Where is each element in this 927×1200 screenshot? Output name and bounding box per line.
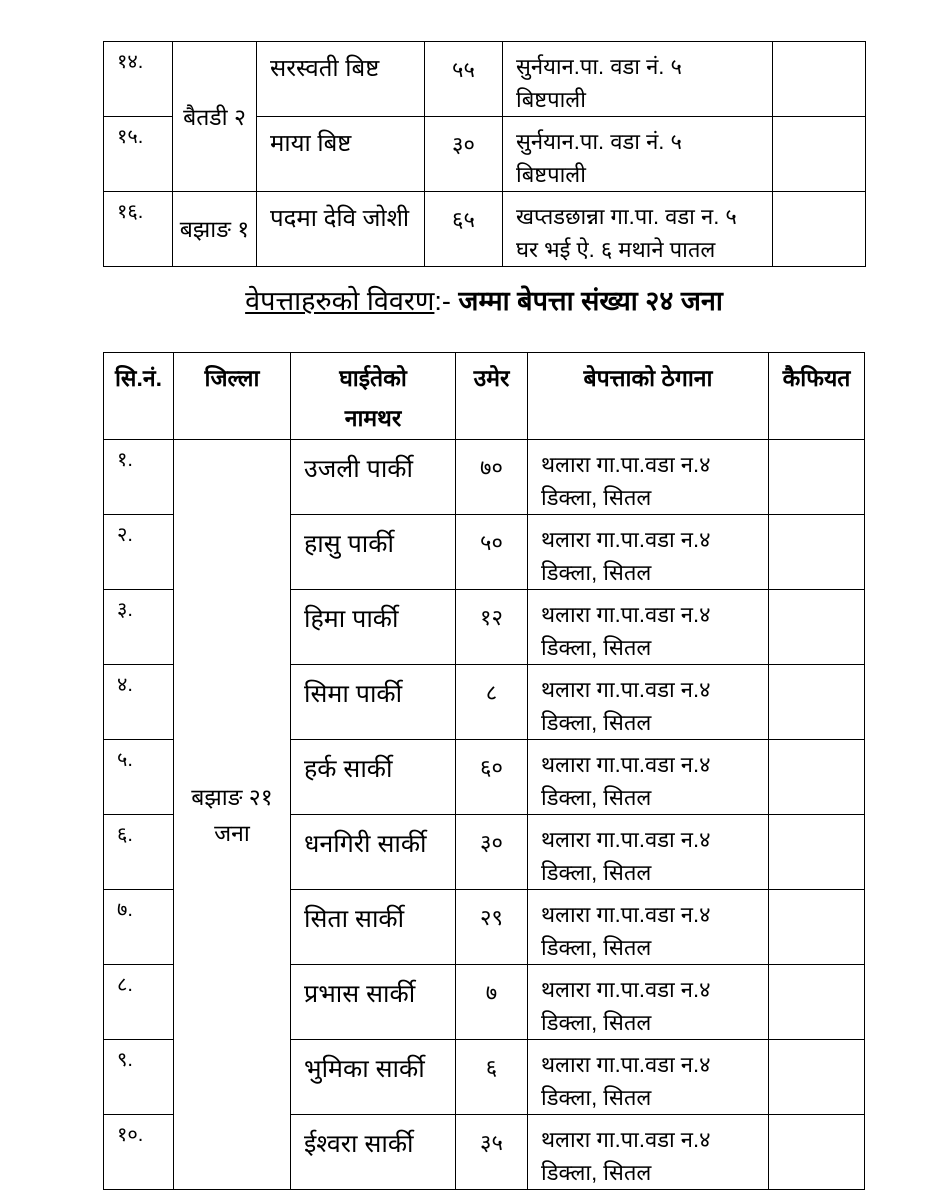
address-line1: थलारा गा.पा.वडा न.४ [541,1052,711,1077]
address-cell [528,965,769,1040]
table-row [104,440,865,515]
address-cell [528,665,769,740]
serial-cell: १५. [104,117,173,192]
remark-cell [773,42,866,117]
serial-cell: २. [104,515,174,590]
district-cell [174,440,291,1190]
serial-cell: ७. [104,890,174,965]
remark-cell [769,590,865,665]
header-age: उमेर [456,353,528,440]
address-cell [528,815,769,890]
address-line1: थलारा गा.पा.वडा न.४ [541,677,711,702]
address-cell [528,890,769,965]
table-row [104,42,866,117]
address-line2: डिक्ला, सितल [541,1160,652,1185]
name-cell: हासु पार्की [291,515,456,590]
table-row [104,192,866,267]
address-line1: सुर्नयान.पा. वडा नं. ५ [516,129,682,154]
district-cell: बझाङ १ [173,192,257,267]
address-line2: डिक्ला, सितल [541,1085,652,1110]
address-line1: खप्तडछान्ना गा.पा. वडा न. ५ [516,204,737,229]
district-cell: बैतडी २ [173,42,257,192]
name-cell: उजली पार्की [291,440,456,515]
remark-cell [769,665,865,740]
serial-cell: ३. [104,590,174,665]
header-remark: कैफियत [769,353,865,440]
remark-cell [769,890,865,965]
address-line2: डिक्ला, सितल [541,485,652,510]
name-cell: हर्क सार्की [291,740,456,815]
address-line2: डिक्ला, सितल [541,785,652,810]
serial-cell: ४. [104,665,174,740]
address-line2: घर भई ऐ. ६ मथाने पातल [516,237,716,262]
remark-cell [769,740,865,815]
remark-cell [769,965,865,1040]
serial-cell: ८. [104,965,174,1040]
heading-separator: :- [434,286,459,316]
remark-cell [769,515,865,590]
name-cell: सिमा पार्की [291,665,456,740]
address-line1: थलारा गा.पा.वडा न.४ [541,902,711,927]
name-cell: सरस्वती बिष्ट [257,42,425,117]
name-cell: माया बिष्ट [257,117,425,192]
address-cell [528,515,769,590]
address-cell [528,1040,769,1115]
address-line2: डिक्ला, सितल [541,635,652,660]
district-line1: बझाङ २१ [191,783,273,810]
address-line2: डिक्ला, सितल [541,860,652,885]
remark-cell [773,192,866,267]
name-cell: ईश्वरा सार्की [291,1115,456,1190]
age-cell: ८ [456,665,528,740]
address-line1: थलारा गा.पा.वडा न.४ [541,452,711,477]
address-line1: थलारा गा.पा.वडा न.४ [541,977,711,1002]
remark-cell [769,440,865,515]
age-cell: ७ [456,965,528,1040]
name-cell: प्रभास सार्की [291,965,456,1040]
serial-cell: ५. [104,740,174,815]
header-name-line2: नामथर [344,405,402,431]
address-line2: डिक्ला, सितल [541,935,652,960]
table-header-row [104,353,865,440]
address-line2: डिक्ला, सितल [541,710,652,735]
age-cell: ६० [456,740,528,815]
address-cell [528,590,769,665]
name-cell: सिता सार्की [291,890,456,965]
age-cell: २९ [456,890,528,965]
address-line1: थलारा गा.पा.वडा न.४ [541,527,711,552]
address-line1: थलारा गा.पा.वडा न.४ [541,602,711,627]
remark-cell [769,1115,865,1190]
name-cell: हिमा पार्की [291,590,456,665]
header-name [291,353,456,440]
serial-cell: १६. [104,192,173,267]
age-cell: ७० [456,440,528,515]
address-line1: थलारा गा.पा.वडा न.४ [541,752,711,777]
header-address: बेपत्ताको ठेगाना [528,353,769,440]
age-cell: १२ [456,590,528,665]
remark-cell [769,815,865,890]
name-cell: पदमा देवि जोशी [257,192,425,267]
address-line1: थलारा गा.पा.वडा न.४ [541,1127,711,1152]
age-cell: ५० [456,515,528,590]
address-line2: डिक्ला, सितल [541,560,652,585]
serial-cell: १०. [104,1115,174,1190]
name-cell: धनगिरी सार्की [291,815,456,890]
address-cell [503,42,773,117]
age-cell: ६५ [425,192,503,267]
casualty-table-continuation [103,41,866,267]
name-cell: भुमिका सार्की [291,1040,456,1115]
address-line1: सुर्नयान.पा. वडा नं. ५ [516,54,682,79]
heading-total-count: जम्मा बेपत्ता संख्या २४ जना [458,286,723,316]
address-line2: बिष्टपाली [516,87,586,112]
age-cell: ३० [425,117,503,192]
remark-cell [773,117,866,192]
address-cell [528,740,769,815]
header-district: जिल्ला [174,353,291,440]
address-line2: बिष्टपाली [516,162,586,187]
address-cell [528,1115,769,1190]
address-line1: थलारा गा.पा.वडा न.४ [541,827,711,852]
serial-cell: १४. [104,42,173,117]
serial-cell: ९. [104,1040,174,1115]
serial-cell: १. [104,440,174,515]
age-cell: ६ [456,1040,528,1115]
age-cell: ३५ [456,1115,528,1190]
age-cell: ३० [456,815,528,890]
address-cell [503,192,773,267]
serial-cell: ६. [104,815,174,890]
address-cell [503,117,773,192]
district-line2: जना [214,819,250,846]
address-cell [528,440,769,515]
section-heading [103,281,865,321]
heading-underlined-label: वेपत्ताहरुको विवरण [245,286,435,316]
header-serial: सि.नं. [104,353,174,440]
missing-persons-table [103,352,865,1190]
address-line2: डिक्ला, सितल [541,1010,652,1035]
header-name-line1: घाईतेको [339,365,407,391]
remark-cell [769,1040,865,1115]
age-cell: ५५ [425,42,503,117]
